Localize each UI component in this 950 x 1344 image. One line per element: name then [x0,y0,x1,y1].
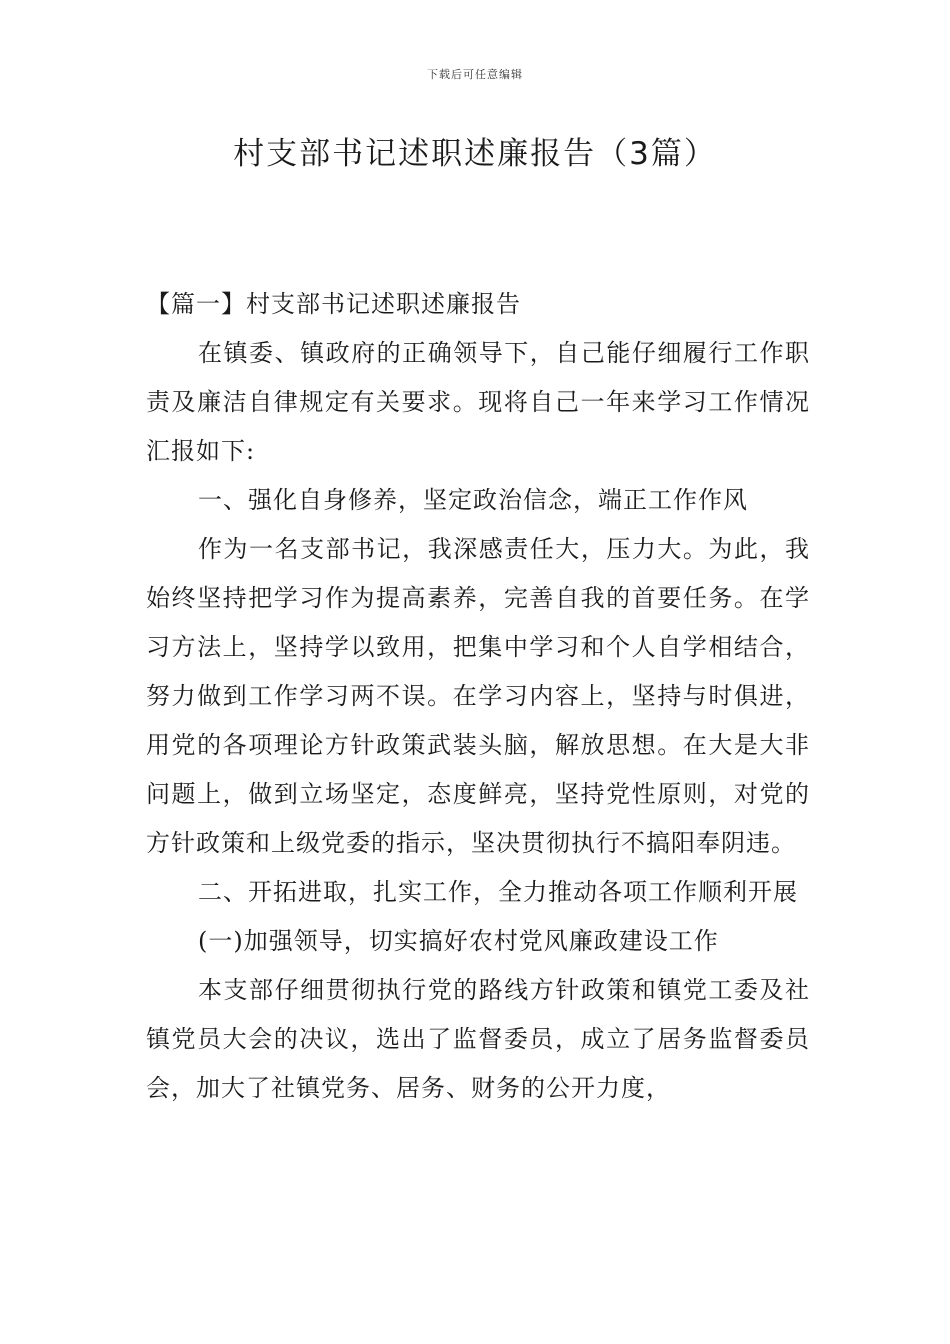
document-title: 村支部书记述职述廉报告（3篇） [233,136,717,172]
section-heading: 【篇一】村支部书记述职述廉报告 [146,290,521,318]
document-body [146,280,810,1113]
paragraph-intro: 在镇委、镇政府的正确领导下，自己能仔细履行工作职责及廉洁自律规定有关要求。现将自己一年来学习工作情况汇报如下: [146,339,810,465]
paragraph-subheading-1: (一)加强领导，切实搞好农村党风廉政建设工作 [198,927,719,955]
paragraph-heading-1: 一、强化自身修养，坚定政治信念，端正工作作风 [198,486,748,514]
header-note: 下载后可任意编辑 [427,68,523,81]
paragraph-study: 作为一名支部书记，我深感责任大，压力大。为此，我始终坚持把学习作为提高素养，完善自我的首要任务。在学习方法上，坚持学以致用，把集中学习和个人自学相结合，努力做到工作学习两不误。在学习内容上，坚持与时俱进，用党的各项理论方针政策武装头脑，解放思想。在大是大非问题上，做到立场坚定，态度鲜亮，坚持党性原则，对党的方针政策和上级党委的指示，坚决贯彻执行不搞阳奉阴违。 [146,535,810,857]
paragraph-party-branch: 本支部仔细贯彻执行党的路线方针政策和镇党工委及社镇党员大会的决议，选出了监督委员，成立了居务监督委员会，加大了社镇党务、居务、财务的公开力度， [146,976,810,1102]
paragraph-heading-2: 二、开拓进取，扎实工作，全力推动各项工作顺利开展 [198,878,798,906]
